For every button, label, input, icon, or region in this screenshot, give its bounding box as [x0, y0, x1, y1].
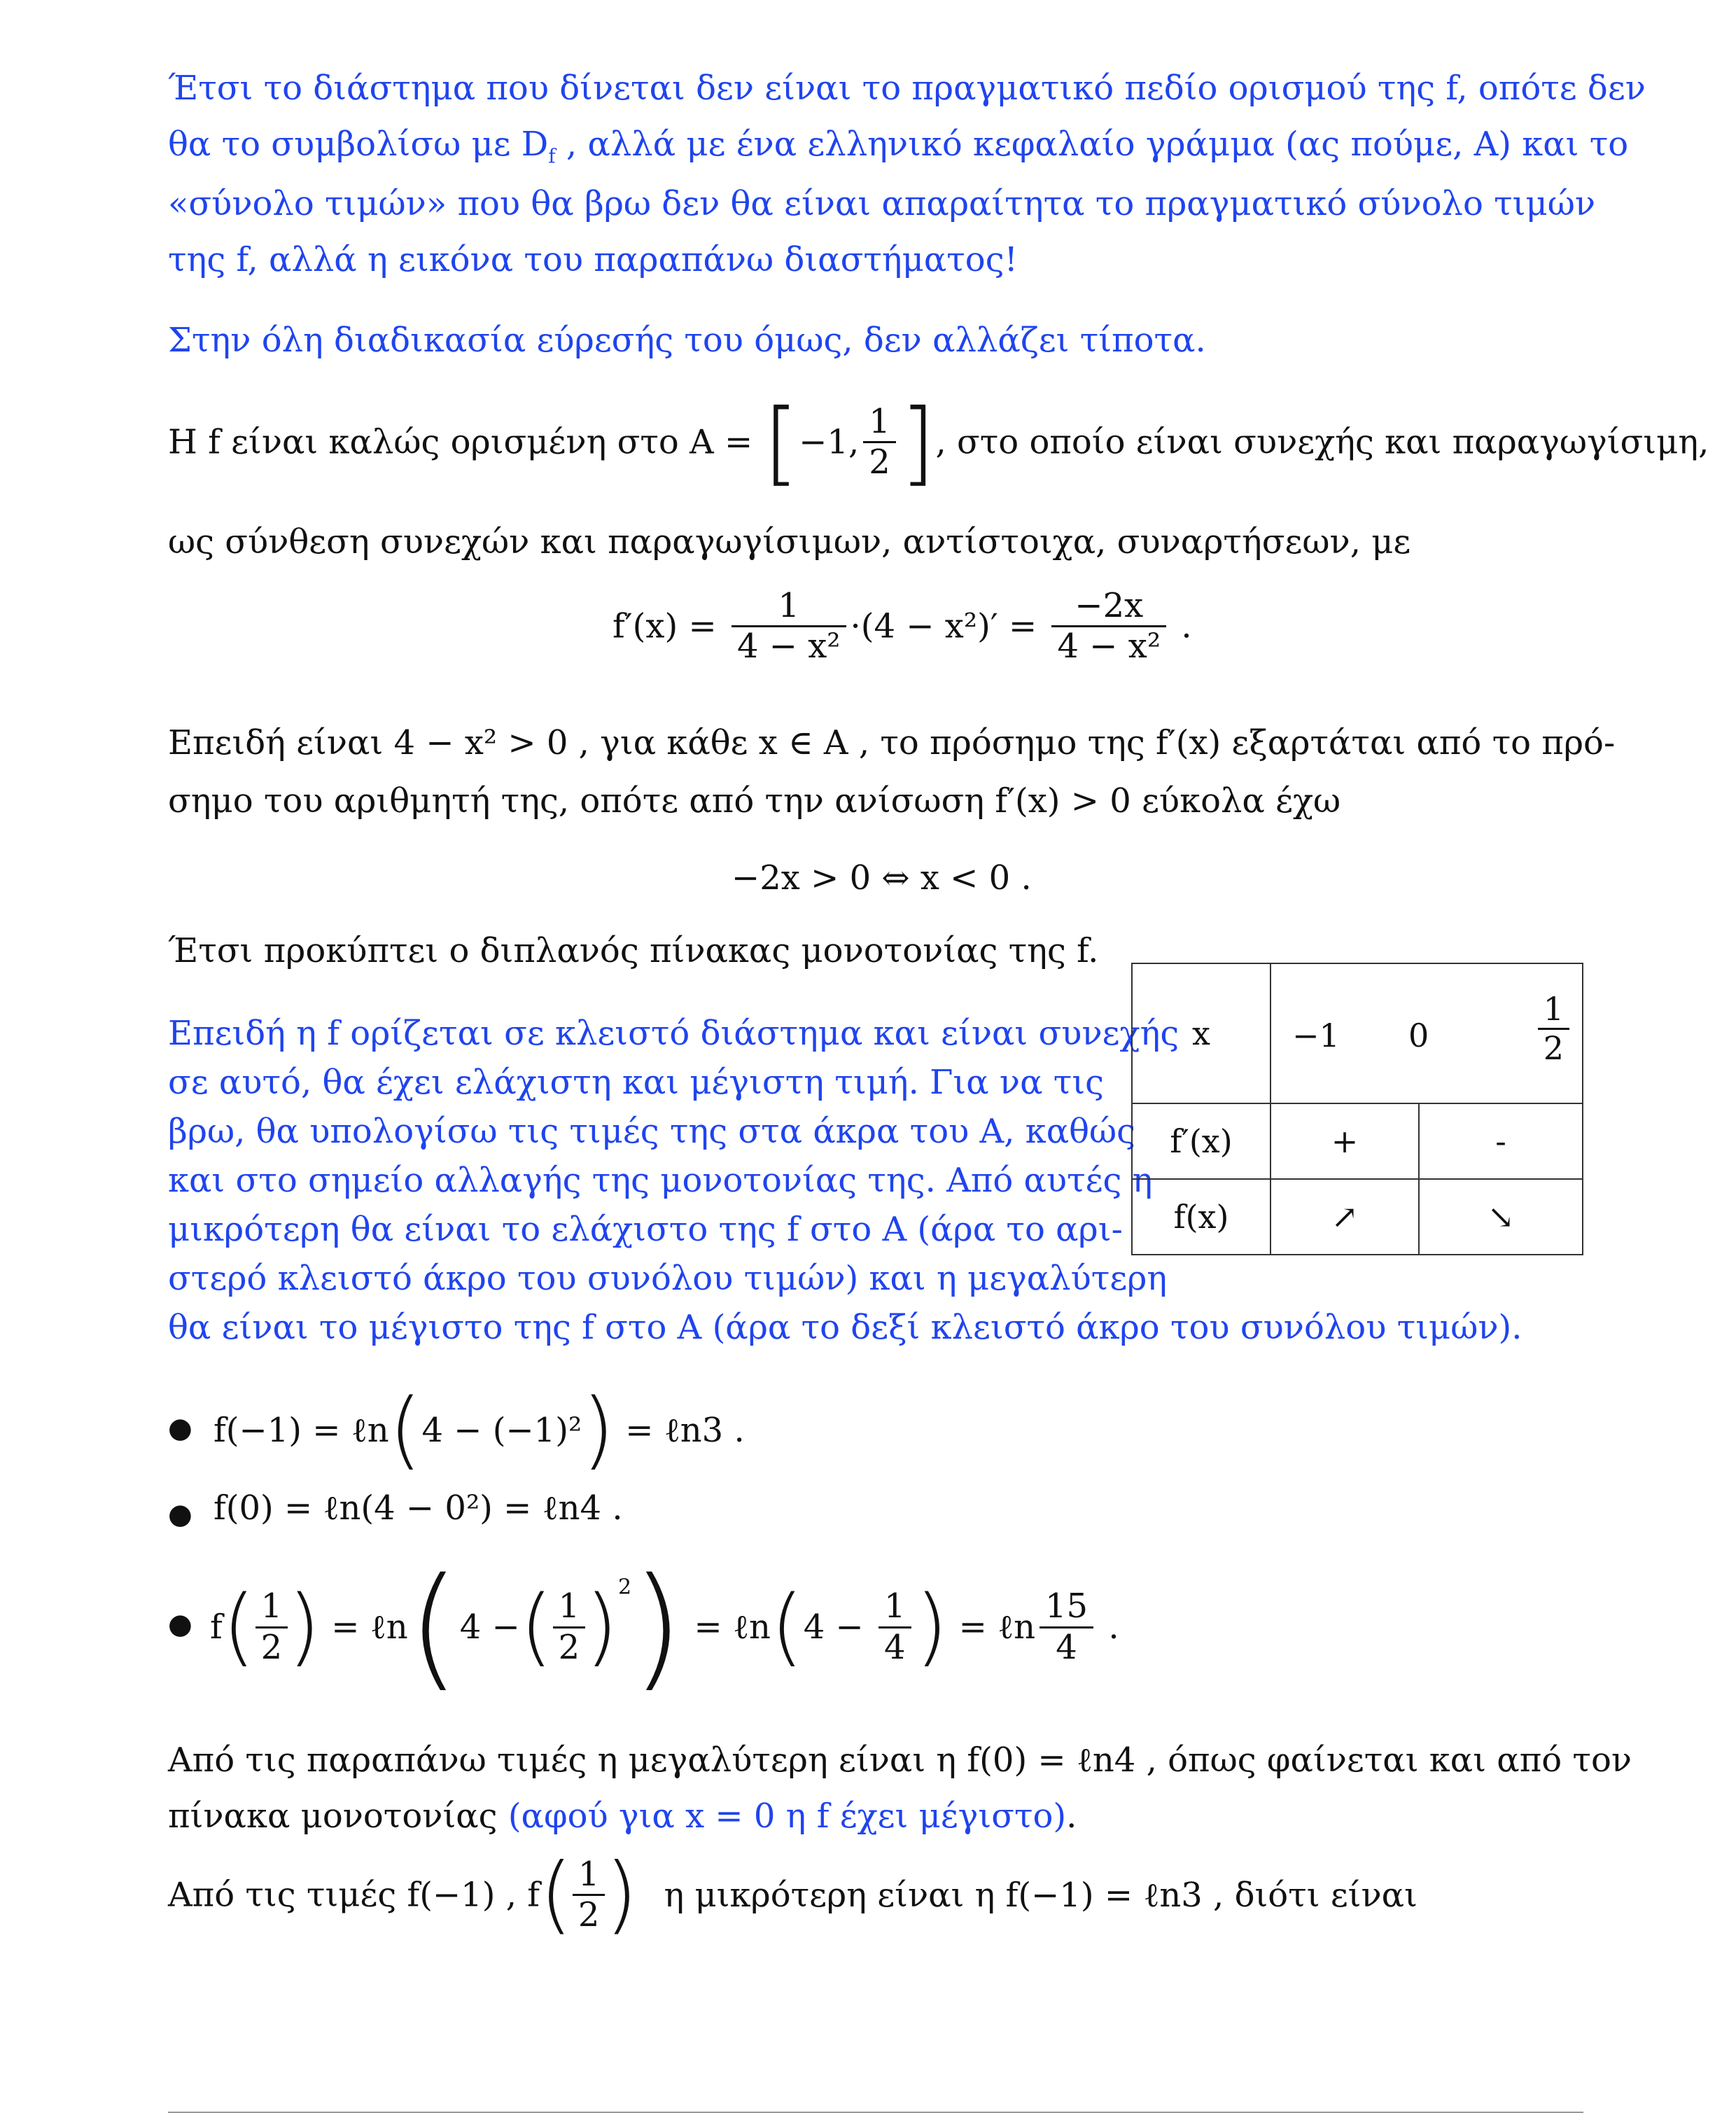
decreasing-arrow-icon: ↘ [1419, 1179, 1583, 1255]
deriv-frac1-den: 4 − x² [736, 627, 841, 667]
para8-frac-num: 1 [573, 1855, 606, 1896]
b3-f: f [210, 1608, 223, 1647]
table-row-function [1132, 1179, 1583, 1255]
b3-frac1 [255, 1587, 288, 1666]
b3-frac4-num: 15 [1040, 1587, 1093, 1628]
para6-line5: μικρότερη θα είναι το ελάχιστο της f στο Α (άρα το αρι- [168, 1210, 1123, 1249]
b3-frac1-num: 1 [255, 1587, 288, 1628]
x-value-minus1: −1 [1292, 1017, 1340, 1054]
interval-num: 1 [863, 403, 896, 443]
b3-paren2-r: ) [631, 1549, 684, 1704]
x-half-num: 1 [1538, 991, 1569, 1030]
b3-eq2: = ℓn [694, 1608, 771, 1647]
para6-line2: σε αυτό, θα έχει ελάχιστη και μέγιστη τιμή. Για να τις [168, 1063, 1105, 1102]
para8-a: Από τις τιμές f(−1) , f [168, 1875, 540, 1915]
para6-line4: και στο σημείο αλλαγής της μονοτονίας της. Από αυτές η [168, 1161, 1153, 1200]
b3-frac3-num: 1 [878, 1587, 911, 1628]
para8-paren-r: ) [605, 1846, 638, 1944]
para1-line4: της f, αλλά η εικόνα του παραπάνω διαστήματος! [168, 240, 1018, 279]
bullet1-start: f(−1) = ℓn [214, 1411, 389, 1450]
para3-line1 [168, 389, 1709, 496]
para1-line2-start: θα το συμβολίσω με D [168, 125, 549, 164]
para8-frac-den: 2 [578, 1895, 600, 1935]
interval-fraction [863, 403, 896, 482]
b3-frac2 [553, 1587, 586, 1666]
para8-b: η μικρότερη είναι η f(−1) = ℓn3 , διότι είναι [664, 1875, 1418, 1915]
para4-line1: Επειδή είναι 4 − x² > 0 , για κάθε x ∈ A , το πρόσημο της f′(x) εξαρτάται από το πρό- [168, 723, 1616, 762]
b3-four: 4 − [459, 1608, 520, 1647]
table-row-derivative [1132, 1103, 1583, 1179]
deriv-frac2 [1051, 587, 1166, 666]
para7-line2-a: πίνακα μονοτονίας [168, 1797, 508, 1836]
para1-line2-end: , αλλά με ένα ελληνικό κεφαλαίο γράμμα (ας πούμε, Α) και το [566, 125, 1629, 164]
x-half-den: 2 [1543, 1028, 1564, 1067]
para1-line3: «σύνολο τιμών» που θα βρω δεν θα είναι απαραίτητα το πραγματικό σύνολο τιμών [168, 184, 1596, 223]
deriv-frac1 [732, 587, 846, 666]
cell-fprime-sign1: + [1270, 1103, 1419, 1179]
bullet-icon-1: ● [168, 1412, 192, 1444]
bullet1-end: = ℓn3 . [625, 1411, 745, 1450]
cell-x-label: x [1132, 963, 1270, 1103]
para6-line7: θα είναι το μέγιστο της f στο Α (άρα το δεξί κλειστό άκρο του συνόλου τιμών). [168, 1308, 1522, 1347]
b3-paren1-l: ( [222, 1578, 255, 1675]
derivative-formula [612, 587, 1192, 666]
cell-fprime-sign2: - [1419, 1103, 1583, 1179]
para8-paren-l: ( [539, 1846, 573, 1944]
para1-line2 [168, 119, 1628, 172]
b3-paren2-l: ( [407, 1549, 460, 1704]
b3-frac3-den: 4 [883, 1627, 906, 1667]
deriv-frac2-num: −2x [1051, 587, 1166, 627]
b3-end: . [1108, 1608, 1119, 1647]
b3-frac2-num: 1 [553, 1587, 586, 1628]
bullet3 [210, 1549, 1119, 1704]
para4-line2: σημο του αριθμητή της, οπότε από την ανίσωση f′(x) > 0 εύκολα έχω [168, 781, 1341, 821]
para2: Στην όλη διαδικασία εύρεσής του όμως, δεν αλλάζει τίποτα. [168, 321, 1206, 360]
monotonicity-table [1131, 963, 1583, 1255]
b3-frac4 [1040, 1587, 1093, 1666]
interval-den: 2 [869, 442, 890, 482]
para5: Έτσι προκύπτει ο διπλανός πίνακας μονοτονίας της f. [168, 931, 1099, 970]
para7-line2-end: . [1066, 1797, 1077, 1836]
para8-frac [573, 1855, 606, 1934]
b3-frac4-den: 4 [1056, 1627, 1077, 1667]
bullet1 [214, 1381, 745, 1479]
b3-paren4-l: ( [770, 1578, 804, 1675]
b3-sup: 2 [617, 1575, 632, 1600]
para1-line1: Έτσι το διάστημα που δίνεται δεν είναι το πραγματικό πεδίο ορισμού της f, οπότε δεν [168, 69, 1646, 108]
para8 [168, 1846, 1418, 1944]
bullet2: f(0) = ℓn(4 − 0²) = ℓn4 . [214, 1488, 623, 1528]
b3-eq3: = ℓn [958, 1608, 1036, 1647]
bullet-icon-3: ● [168, 1608, 192, 1640]
cell-x-values [1270, 963, 1583, 1103]
bullet1-paren-left: ( [388, 1381, 422, 1479]
b3-eq: = ℓn [331, 1608, 408, 1647]
para7-line2-note: (αφού για x = 0 η f έχει μέγιστο) [507, 1797, 1067, 1836]
b3-paren4-r: ) [915, 1578, 948, 1675]
cell-f-label: f(x) [1132, 1179, 1270, 1255]
para1-line2-sub: f [548, 144, 556, 168]
para3-line2: ως σύνθεση συνεχών και παραγωγίσιμων, αντίστοιχα, συναρτήσεων, με [168, 522, 1411, 562]
para7-line2 [168, 1791, 1077, 1841]
interval-left: −1, [799, 422, 860, 462]
x-value-0: 0 [1408, 1017, 1429, 1054]
para6-line3: βρω, θα υπολογίσω τις τιμές της στα άκρα του Α, καθώς [168, 1112, 1136, 1151]
para3-text-a: Η f είναι καλώς ορισμένη στο Α = [168, 422, 753, 462]
deriv-frac1-num: 1 [732, 587, 846, 627]
para6-line1: Επειδή η f ορίζεται σε κλειστό διάστημα και είναι συνεχής [168, 1014, 1180, 1053]
b3-frac1-den: 2 [260, 1627, 283, 1667]
deriv-lhs: f′(x) = [612, 606, 717, 646]
para3-text-b: , στο οποίο είναι συνεχής και παραγωγίσιμη, [935, 422, 1709, 462]
left-bracket: [ [763, 389, 799, 496]
inequality: −2x > 0 ⇔ x < 0 . [732, 858, 1032, 898]
x-value-half [1538, 991, 1569, 1067]
right-bracket: ] [899, 389, 936, 496]
b3-frac2-den: 2 [558, 1627, 580, 1667]
cell-fprime-label: f′(x) [1132, 1103, 1270, 1179]
b3-paren3-l: ( [519, 1578, 553, 1675]
b3-frac3 [878, 1587, 911, 1666]
b3-paren1-r: ) [288, 1578, 321, 1675]
deriv-mid: ·(4 − x²)′ = [850, 606, 1037, 646]
para6-line6: στερό κλειστό άκρο του συνόλου τιμών) και η μεγαλύτερη [168, 1259, 1168, 1298]
deriv-end: . [1181, 606, 1192, 646]
bullet-icon-2: ● [168, 1498, 192, 1530]
bullet1-paren-right: ) [582, 1381, 615, 1479]
deriv-frac2-den: 4 − x² [1057, 627, 1161, 667]
table-row-x [1132, 963, 1583, 1103]
para7-line1: Από τις παραπάνω τιμές η μεγαλύτερη είναι η f(0) = ℓn4 , όπως φαίνεται και από τον [168, 1741, 1632, 1780]
b3-paren3-r: ) [585, 1578, 618, 1675]
b3-four2: 4 − [803, 1608, 864, 1647]
increasing-arrow-icon: ↗ [1270, 1179, 1419, 1255]
bullet1-mid: 4 − (−1)² [421, 1411, 582, 1450]
